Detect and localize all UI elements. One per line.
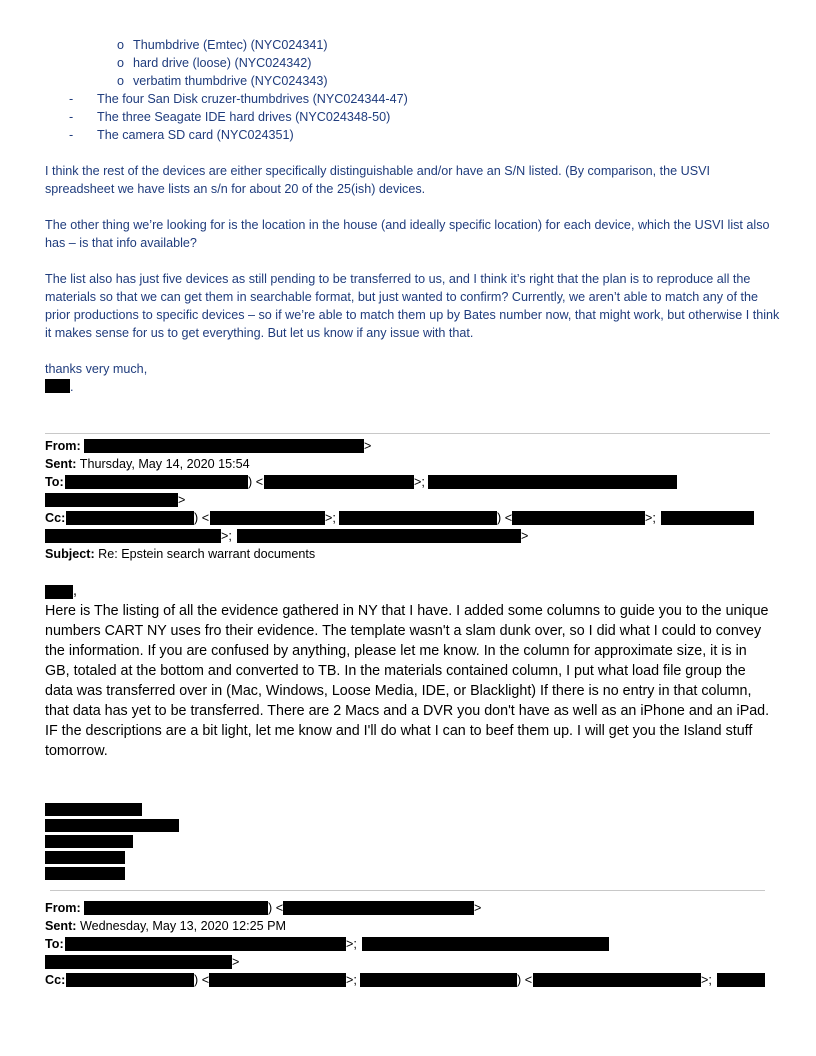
redacted-sender (84, 439, 364, 453)
email-separator-text: >; (701, 973, 712, 987)
email-separator-text: >; (325, 511, 336, 525)
sub-bullet-item: hard drive (loose) (NYC024342) (133, 56, 312, 70)
redacted-recipient (65, 475, 248, 489)
email-separator-text: ) < (194, 973, 210, 987)
redacted-greeting-name (45, 585, 73, 599)
redacted-signature-line (45, 803, 142, 816)
email-separator (45, 433, 770, 434)
redacted-cc (45, 529, 221, 543)
sent-line: Sent: Wednesday, May 13, 2020 12:25 PM (45, 919, 287, 933)
subject-line: Subject: Re: Epstein search warrant documents (45, 547, 316, 561)
email-separator-text: > (178, 493, 186, 507)
redacted-cc (360, 973, 517, 987)
sent-line: Sent: Thursday, May 14, 2020 15:54 (45, 457, 250, 471)
redacted-recipient (264, 475, 414, 489)
redacted-signature-line (45, 819, 179, 832)
redacted-cc (66, 511, 194, 525)
email-separator-text: ) < (517, 973, 533, 987)
from-label: From: (45, 901, 81, 915)
redacted-sender (283, 901, 474, 915)
email-separator-text: ) < (497, 511, 513, 525)
redacted-signature-line (45, 835, 133, 848)
dash-item: The three Seagate IDE hard drives (NYC024348-50) (97, 110, 391, 124)
redacted-signature-line (45, 867, 125, 880)
redacted-cc (533, 973, 701, 987)
signoff: thanks very much, (45, 362, 148, 376)
list-dash: - (69, 110, 74, 124)
email-separator-text: >; (346, 937, 357, 951)
email-separator-text: > (521, 529, 529, 543)
redacted-recipient (428, 475, 677, 489)
email-body: Here is The listing of all the evidence gathered in NY that I have. I added some columns to guide you to the unique numbers CART NY uses fro their evidence. The template wasn't a slam dunk over, so I did what I could to convey the information. If you are confused by anything, please let me know. In the column for approximate size, it is in GB, totaled at the bottom and converted to TB. In the materials contained column, I put what load file group the data was transferred over in (Mac, Windows, Loose Media, IDE, or Blacklight) If there is no entry in that column, that data has yet to be transferred. There are 2 Macs and a DVR you don't have as well as an iPhone and an iPad. IF the descriptions are a bit light, let me know and I'll do what I can to beef them up. I will get you the Island stuff tomorrow. (45, 603, 770, 759)
to-label: To: (45, 937, 64, 951)
cc-label: Cc: (45, 511, 66, 525)
redacted-cc (237, 529, 521, 543)
cc-label: Cc: (45, 973, 66, 987)
redacted-recipient (65, 937, 346, 951)
email-separator-text: > (232, 955, 240, 969)
to-label: To: (45, 475, 64, 489)
redacted-signature (45, 379, 70, 393)
email-separator-text: >; (414, 475, 425, 489)
redacted-cc (717, 973, 765, 987)
list-bullet: o (117, 38, 125, 52)
email-separator-text: >; (645, 511, 656, 525)
sub-bullet-item: Thumbdrive (Emtec) (NYC024341) (133, 38, 328, 52)
email-separator-text: ) < (194, 511, 210, 525)
list-dash: - (69, 128, 74, 142)
from-bracket: > (364, 439, 372, 453)
redacted-cc (661, 511, 754, 525)
email-separator-text: >; (346, 973, 357, 987)
redacted-cc (210, 511, 325, 525)
redacted-signature-line (45, 851, 125, 864)
reply-paragraph-1: I think the rest of the devices are either specifically distinguishable and/or have an S/N listed. (By comparison, the USVI spreadsheet we have lists an s/n for about 20 of the 25(ish) devices. (45, 164, 711, 196)
greeting-comma: , (73, 583, 77, 599)
email-separator-text: >; (221, 529, 232, 543)
reply-paragraph-3: The list also has just five devices as still pending to be transferred to us, and I think it’s right that the plan is to reproduce all the materials so that we can get them in searchable format, but just wanted to confirm? Currently, we aren’t able to match any of the prior productions to specific devices – so if we’re able to match them up by Bates number now, that might work, but otherwise I think it makes sense for us to get everything. But let us know if any issue with that. (45, 272, 780, 340)
list-bullet: o (117, 74, 125, 88)
signature-trailing: . (70, 380, 74, 394)
redacted-cc (209, 973, 346, 987)
redacted-cc (339, 511, 497, 525)
email-separator-text: ) < (268, 901, 284, 915)
redacted-recipient (45, 493, 178, 507)
email-separator-text: ) < (248, 475, 264, 489)
list-dash: - (69, 92, 74, 106)
redacted-recipient (45, 955, 232, 969)
redacted-sender (84, 901, 268, 915)
reply-paragraph-2: The other thing we’re looking for is the location in the house (and ideally specific location) for each device, which the USVI list also has – is that info available? (45, 218, 770, 250)
redacted-cc (66, 973, 194, 987)
redacted-recipient (362, 937, 609, 951)
sub-bullet-item: verbatim thumbdrive (NYC024343) (133, 74, 328, 88)
redacted-cc (512, 511, 645, 525)
email-separator (50, 890, 765, 891)
email-separator-text: > (474, 901, 482, 915)
from-label: From: (45, 439, 81, 453)
list-bullet: o (117, 56, 125, 70)
dash-item: The camera SD card (NYC024351) (97, 128, 294, 142)
dash-item: The four San Disk cruzer-thumbdrives (NYC024344-47) (97, 92, 408, 106)
